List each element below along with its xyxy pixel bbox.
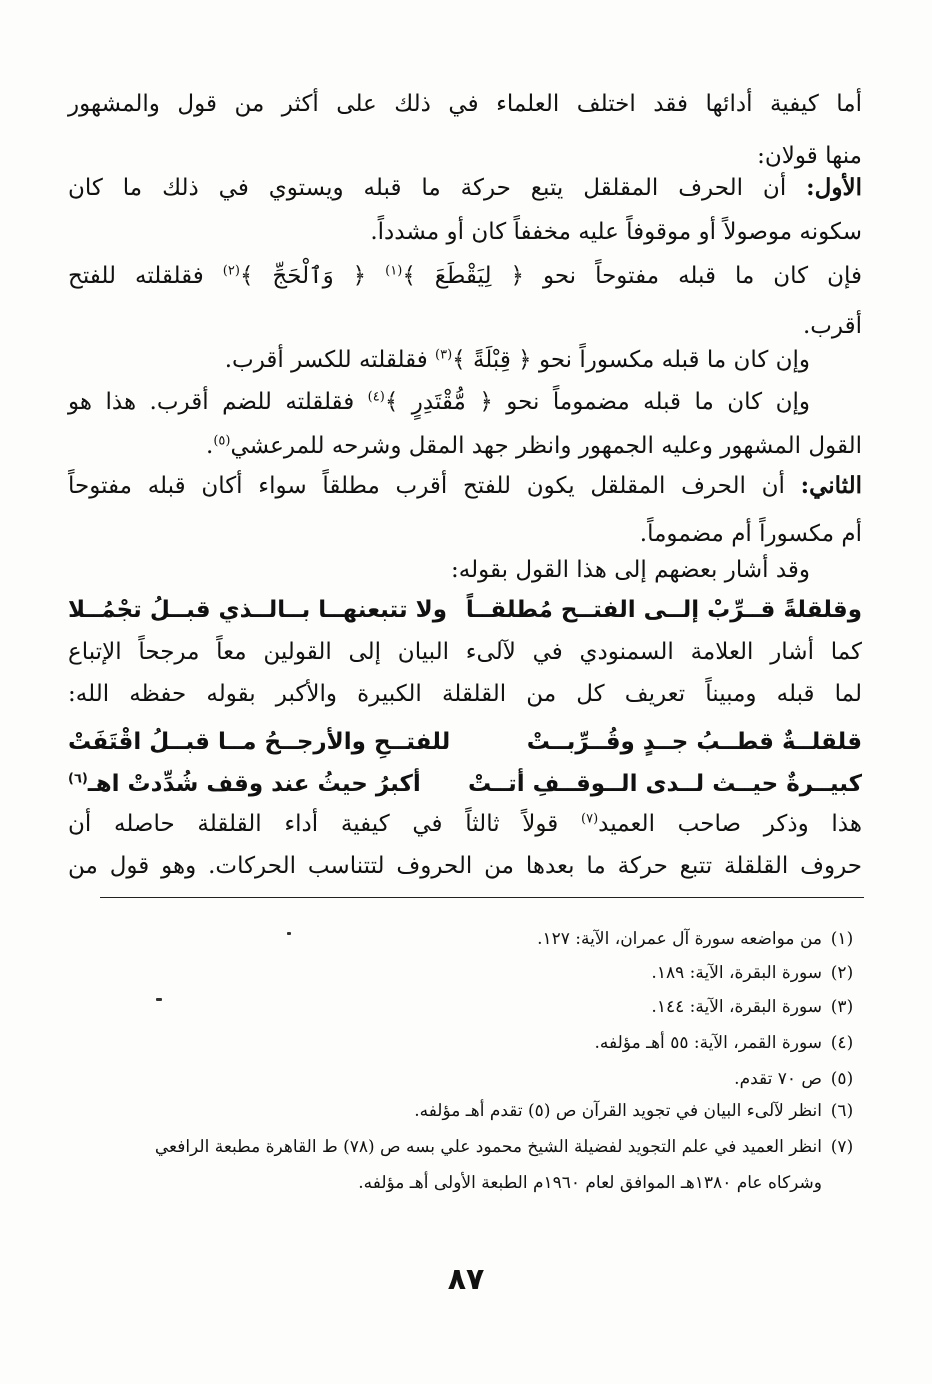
text: حروف القلقلة تتبع حركة ما بعدها من الحروف لتتناسب الحركات. وهو قول من [68,853,862,879]
footnote-number: (٥) [830,1069,854,1089]
text: أن الحرف المقلقل يتبع حركة ما قبله ويستوي في ذلك ما كان [68,175,807,201]
text-line-8 [68,382,810,422]
footnote-number: (٧) [830,1137,854,1157]
footnote-continuation [68,1166,822,1200]
text: فقلقلته للكسر أقرب. [224,347,436,373]
verse-second-hemistich: ولا تتبعنهــا بــالــذي قبــلُ تجْمُــلا [68,597,448,623]
text: أقرب. [802,313,862,339]
text-line-4 [68,212,862,252]
text: سكونه موصولاً أو موقوفاً عليه مخففاً كان أو مشدداً. [370,219,862,245]
text-line-3 [68,168,862,208]
footnote-number: (٢) [830,963,854,983]
text: أم مكسوراً أم مضموماً. [639,521,862,547]
text: لما قبله ومبيناً تعريف كل من القلقلة الكبيرة والأكبر بقوله حفظه الله: [68,681,862,707]
footnote-text: سورة البقرة، الآية: ١٨٩. [651,963,822,983]
text: أما كيفية أدائها فقد اختلف العلماء في ذلك على أكثر من قول والمشهور [68,91,862,117]
footnote-divider [100,897,864,898]
quran-word: ﴿ قِبْلَةً ﴾ [452,347,532,373]
print-speck [156,998,162,1001]
text-line-15 [68,674,862,714]
text: وقد أشار بعضهم إلى هذا القول بقوله: [451,557,810,583]
text-line-9 [68,426,862,466]
footnote-ref: (٣) [435,347,453,363]
footnote-number: (١) [830,929,854,949]
footnote [68,922,862,956]
footnote [68,1026,862,1060]
footnote-text: انظر لآلىء البيان في تجويد القرآن ص (٥) تقدم أهـ مؤلفه. [414,1101,822,1121]
footnote-number: (٤) [830,1033,854,1053]
footnote-ref: (٢) [222,263,240,279]
text: فقلقلته للفتح [68,263,223,289]
quran-word: ﴿ وَٱلْحَجِّ ﴾ [239,263,386,289]
text-line-1 [68,84,862,124]
page-number: ٨٧ [447,1262,485,1297]
text: منها قولان: [757,143,862,169]
text: هذا وذكر صاحب العميد [598,811,862,837]
text: فإن كان ما قبله مفتوحاً نحو [523,263,862,289]
text: فقلقلته للضم أقرب. هذا هو [68,389,368,415]
footnote-ref: (٧) [581,811,599,827]
quran-word: ﴿ مُّقْتَدِرٍ ﴾ [384,389,493,415]
text: وإن كان ما قبله مضموماً نحو [492,389,810,415]
verse-first-hemistich: وقلقلةً قــرِّبْ إلــى الفتــح مُطلقــاً [465,597,862,623]
text-line-10 [68,466,862,506]
footnote [68,1130,862,1164]
footnote [68,990,862,1024]
footnote-ref: (٦) [68,771,88,787]
text-line-12 [68,550,810,590]
footnote-text: انظر العميد في علم التجويد لفضيلة الشيخ محمود علي بسه ص (٧٨) ط القاهرة مطبعة الرافعي [154,1137,822,1157]
poem-verse-1 [68,590,862,630]
text: قولاً ثالثاً في كيفية أداء القلقلة حاصله أن [68,811,582,837]
text-line-19 [68,846,862,886]
footnote-number: (٣) [830,997,854,1017]
verse-second-hemistich [68,764,421,804]
footnote [68,1094,862,1128]
footnote-text: سورة القمر، الآية: ٥٥ أهـ مؤلفه. [594,1033,822,1053]
text: كما أشار العلامة السمنودي في لآلىء البيان إلى القولين معاً مرجحاً الإتباع [68,639,862,665]
footnote-text: من مواضعه سورة آل عمران، الآية: ١٢٧. [537,929,822,949]
text: أكبرُ حيثُ عند وقف شُدِّدتْ اهـ [87,771,421,797]
text-line-14 [68,632,862,672]
print-speck [287,932,291,935]
footnote-ref: (٥) [213,433,231,449]
footnote-ref: (١) [385,263,403,279]
footnote-ref: (٤) [367,389,385,405]
verse-second-hemistich: للفتــحِ والأرجــحُ مــا قبــلُ اقْتَفَتْ [68,729,451,755]
footnote [68,956,862,990]
text-line-5 [68,256,862,296]
text: . [206,433,214,459]
text: أن الحرف المقلقل يكون للفتح أقرب مطلقاً سواء أكان قبله مفتوحاً [68,473,801,499]
footnote-text: وشركاه عام ١٣٨٠هـ الموافق لعام ١٩٦٠م الطبعة الأولى أهـ مؤلفه. [358,1173,822,1193]
poem-verse-2 [68,722,862,762]
footnote-text: سورة البقرة، الآية: ١٤٤. [651,997,822,1017]
footnote [68,1062,862,1096]
quran-word: ﴿ لِيَقْطَعَ ﴾ [402,263,524,289]
verse-first-hemistich: قلقلــةٌ قطــبُ جــدٍ وقُــرِّبــتْ [526,729,862,755]
text: وإن كان ما قبله مكسوراً نحو [531,347,810,373]
first-opinion-label: الأول: [806,174,862,201]
text-line-18 [68,804,862,844]
verse-first-hemistich: كبيــرةٌ حيــث لــدى الــوقــفِ أتــتْ [468,771,862,797]
footnote-text: ص ٧٠ تقدم. [734,1069,822,1089]
text-line-11 [68,514,862,554]
second-opinion-label: الثاني: [800,472,862,499]
footnote-number: (٦) [830,1101,854,1121]
text-line-7 [68,340,810,380]
poem-verse-3 [68,764,862,804]
text: القول المشهور وعليه الجمهور وانظر جهد المقل وشرحه للمرعشي [230,433,862,459]
